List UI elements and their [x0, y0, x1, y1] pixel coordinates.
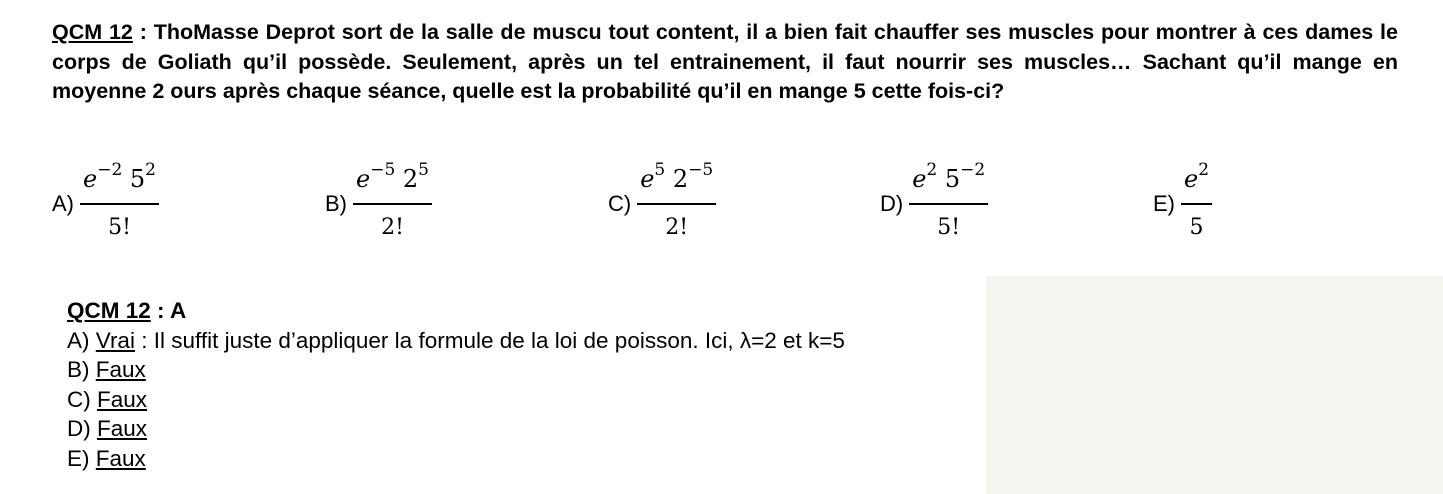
answer-title: [67, 296, 845, 326]
answer-block: [67, 296, 845, 473]
answer-verdict: Faux: [95, 357, 146, 382]
answer-item-b: [67, 355, 845, 385]
choice-label: C): [608, 191, 632, 216]
choice-e-fraction: [1181, 160, 1212, 240]
fraction-numerator: $e^2$ $5^{-2}$: [909, 160, 988, 205]
answer-item-e: [67, 444, 845, 474]
choice-label: D): [880, 191, 904, 216]
answer-verdict: Faux: [97, 386, 148, 412]
question-text: ThoMasse Deprot sort de la salle de muscu tout content, il a bien fait chauffer ses muscles pour montrer à ces dames le corps de Goliath qu’il possède. Seulement, après un tel entrainement, il faut nourrir ses muscles… Sachant qu’il mange en moyenne 2 ours après chaque séance, quelle est la probabilité qu’il en mange 5 cette fois-ci?: [52, 20, 1398, 103]
answer-prefix: B): [67, 357, 96, 382]
choice-c: [608, 150, 716, 250]
fraction-numerator: $e^{-5}$ $2^5$: [353, 160, 432, 205]
fraction-denominator: 2!: [381, 215, 404, 240]
choice-label: E): [1153, 191, 1175, 216]
fraction-numerator: $e^5$ $2^{-5}$: [637, 160, 716, 205]
answer-item-c: [67, 385, 845, 415]
choice-b-fraction: [353, 160, 432, 240]
answer-item-a: [67, 326, 845, 356]
answer-verdict: Faux: [95, 445, 146, 471]
question-paragraph: [52, 18, 1398, 107]
answer-comment: : Il suffit juste d’appliquer la formule de la loi de poisson. Ici, λ=2 et k=5: [134, 327, 845, 353]
choice-d-fraction: [909, 160, 988, 240]
choice-a-fraction: [80, 160, 159, 240]
fraction-denominator: 5: [1189, 215, 1204, 240]
choice-d: [880, 150, 988, 250]
choice-c-fraction: [637, 160, 716, 240]
answer-prefix: C): [67, 386, 97, 412]
choice-label: B): [325, 191, 347, 216]
question-separator: :: [132, 20, 154, 44]
answer-verdict: Faux: [97, 416, 148, 441]
question-label: QCM 12: [52, 20, 133, 44]
answer-label: QCM 12: [67, 298, 151, 323]
answer-prefix: D): [67, 416, 97, 441]
choice-a: [52, 150, 159, 250]
choice-label: A): [52, 191, 74, 216]
choice-e: [1153, 150, 1212, 250]
answer-correct: A: [169, 298, 187, 323]
answer-item-d: [67, 414, 845, 444]
answer-prefix: A): [67, 327, 96, 353]
beige-background-panel: [986, 276, 1443, 494]
answer-separator: :: [150, 298, 170, 323]
fraction-denominator: 5!: [937, 215, 961, 240]
answer-verdict: Vrai: [95, 327, 135, 353]
fraction-numerator: $e^{-2}$ $5^2$: [80, 160, 159, 205]
fraction-denominator: 2!: [665, 215, 689, 240]
fraction-denominator: 5!: [108, 215, 131, 240]
choice-b: [325, 150, 432, 250]
fraction-numerator: $e^2$: [1181, 160, 1212, 205]
answer-prefix: E): [67, 445, 96, 471]
